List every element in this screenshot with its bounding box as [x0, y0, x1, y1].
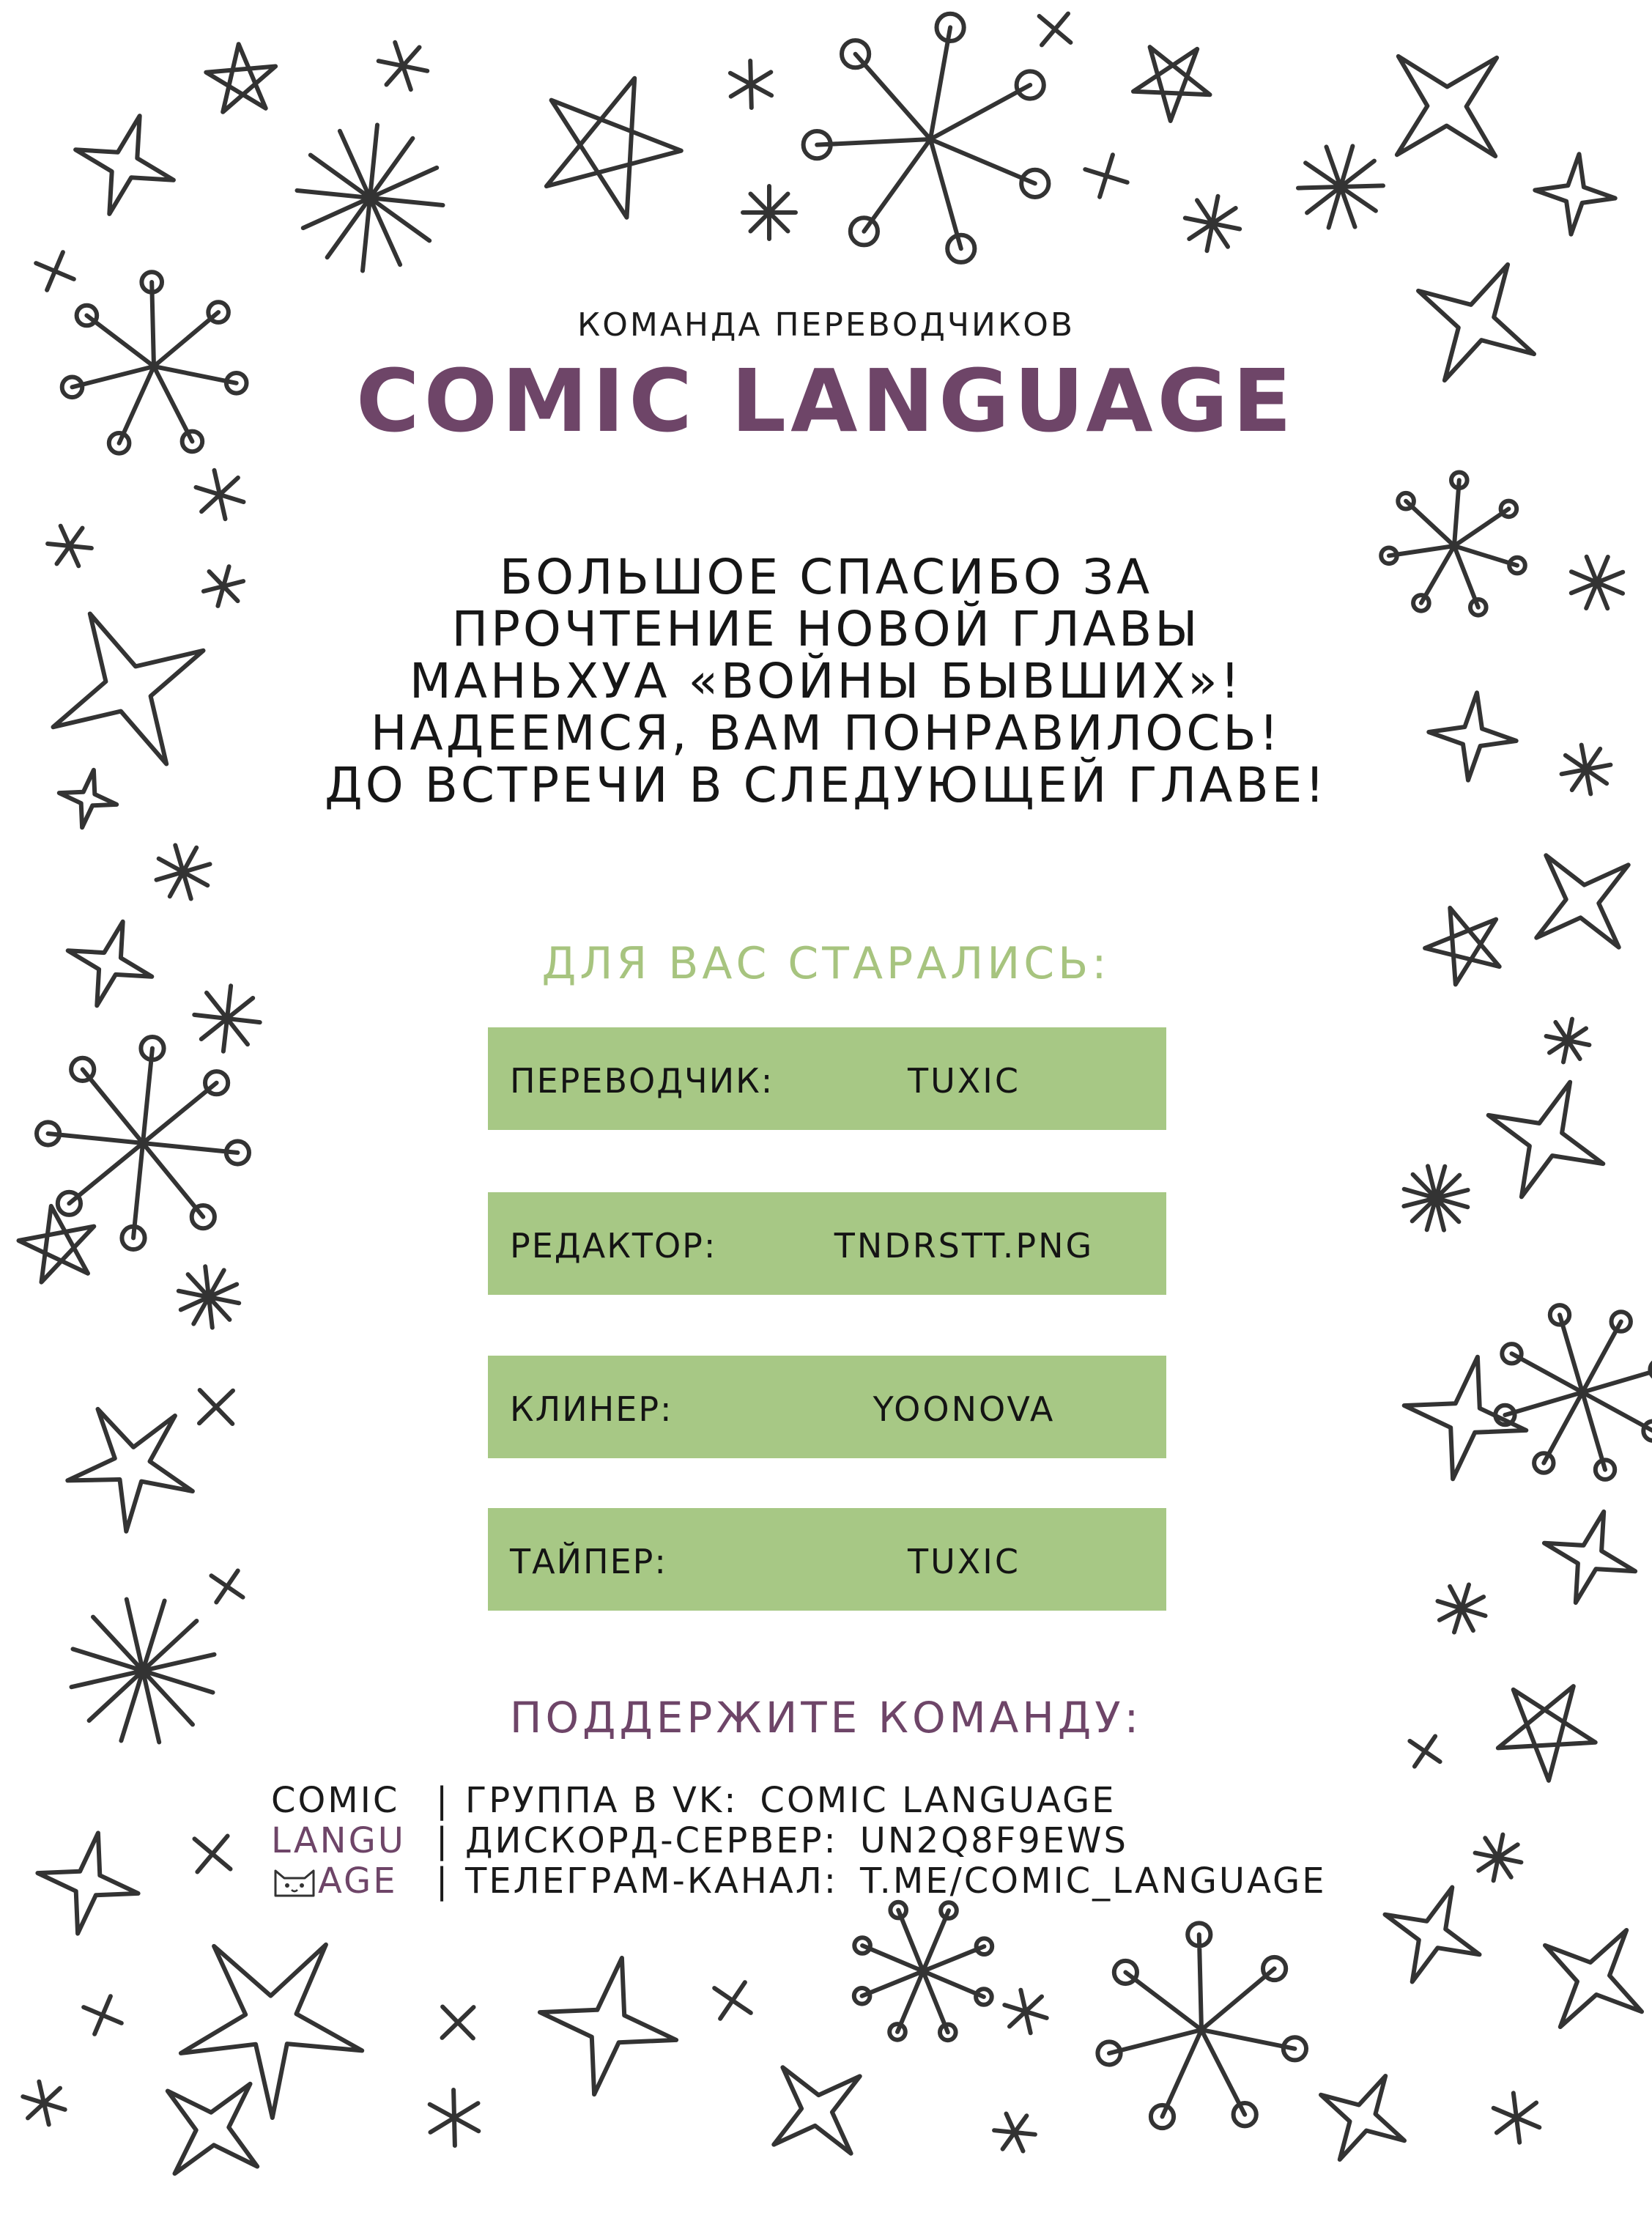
sparkle-doodle-icon: [48, 526, 92, 566]
sparkle-doodle-icon: [204, 566, 243, 606]
star-doodle-icon: [547, 78, 681, 218]
credit-name: YOONOVA: [873, 1389, 1056, 1429]
star-doodle-icon: [206, 44, 275, 112]
credit-name: TUXIC: [908, 1542, 1021, 1581]
message-line: БОЛЬШОЕ СПАСИБО ЗА: [499, 549, 1153, 605]
logo-line: COMIC: [271, 1780, 400, 1821]
sparkle-doodle-icon: [1085, 155, 1127, 196]
support-heading: ПОДДЕРЖИТЕ КОМАНДУ:: [509, 1693, 1143, 1743]
sparkle-doodle-icon: [199, 1390, 233, 1424]
star-doodle-icon: [19, 1206, 95, 1282]
sparkle-doodle-icon: [1547, 1019, 1590, 1063]
credit-editor: [488, 1192, 1166, 1295]
sparkle-doodle-icon: [379, 43, 428, 89]
star-doodle-icon: [1544, 1512, 1635, 1603]
cat-face-icon: [271, 1863, 318, 1897]
star-doodle-icon: [1536, 855, 1628, 947]
snowflake-doodle-icon: [37, 1037, 249, 1249]
star-doodle-icon: [1133, 47, 1210, 121]
star-doodle-icon: [67, 1409, 193, 1532]
team-logo: [271, 1781, 418, 1902]
star-doodle-icon: [1397, 56, 1497, 156]
star-doodle-icon: [1385, 1888, 1480, 1982]
link-label: ГРУППА В VK:: [465, 1780, 738, 1821]
link-label: ДИСКОРД-СЕРВЕР:: [465, 1820, 838, 1861]
link-vk[interactable]: | ГРУППА В VK: COMIC LANGUAGE: [436, 1780, 1116, 1821]
sparkle-doodle-icon: [84, 1996, 122, 2034]
crew-heading: ДЛЯ ВАС СТАРАЛИСЬ:: [541, 938, 1111, 989]
sparkle-doodle-icon: [297, 125, 443, 271]
sparkle-doodle-icon: [1404, 1166, 1467, 1230]
message-line: НАДЕЕМСЯ, ВАМ ПОНРАВИЛОСЬ!: [370, 705, 1282, 761]
thank-you-message: [249, 551, 1403, 811]
star-doodle-icon: [540, 1958, 676, 2094]
sparkle-doodle-icon: [23, 2082, 64, 2125]
sparkle-doodle-icon: [1040, 14, 1071, 45]
star-doodle-icon: [1535, 154, 1615, 234]
credit-name: TNDRSTT.PNG: [834, 1226, 1094, 1266]
sparkle-doodle-icon: [1562, 745, 1611, 794]
star-doodle-icon: [1545, 1930, 1642, 2027]
team-label: КОМАНДА ПЕРЕВОДЧИКОВ: [577, 306, 1075, 344]
credit-typer: [488, 1508, 1166, 1611]
sparkle-doodle-icon: [442, 2007, 474, 2039]
star-doodle-icon: [1429, 692, 1516, 780]
star-doodle-icon: [1321, 2076, 1404, 2160]
sparkle-doodle-icon: [157, 846, 210, 899]
star-doodle-icon: [37, 1833, 138, 1933]
sparkle-doodle-icon: [743, 186, 796, 239]
sparkle-doodle-icon: [994, 2114, 1035, 2151]
star-doodle-icon: [59, 770, 116, 827]
credit-role: ПЕРЕВОДЧИК:: [510, 1061, 774, 1101]
star-doodle-icon: [1489, 1082, 1604, 1197]
sparkle-doodle-icon: [1298, 146, 1383, 227]
link-discord[interactable]: | ДИСКОРД-СЕРВЕР: UN2Q8F9EWS: [436, 1820, 1129, 1861]
team-name: COMIC LANGUAGE: [355, 350, 1296, 451]
credit-cleaner: [488, 1356, 1166, 1458]
sparkle-doodle-icon: [1475, 1835, 1522, 1881]
star-doodle-icon: [181, 1945, 362, 2118]
link-value: UN2Q8F9EWS: [859, 1820, 1129, 1861]
sparkle-doodle-icon: [730, 61, 771, 108]
star-doodle-icon: [53, 614, 204, 764]
credit-name: TUXIC: [908, 1061, 1021, 1101]
snowflake-doodle-icon: [804, 14, 1049, 262]
sparkle-doodle-icon: [36, 252, 74, 290]
star-doodle-icon: [168, 2084, 257, 2173]
credit-role: КЛИНЕР:: [510, 1389, 673, 1429]
link-telegram[interactable]: | ТЕЛЕГРАМ-КАНАЛ: T.ME/COMIC_LANGUAGE: [436, 1861, 1327, 1902]
sparkle-doodle-icon: [194, 986, 259, 1051]
link-value: COMIC LANGUAGE: [760, 1780, 1116, 1821]
star-doodle-icon: [1404, 1357, 1527, 1479]
snowflake-doodle-icon: [854, 1902, 992, 2040]
sparkle-doodle-icon: [1571, 557, 1623, 608]
sparkle-doodle-icon: [430, 2090, 479, 2146]
message-line: МАНЬХУА «ВОЙНЫ БЫВШИХ»!: [409, 653, 1243, 709]
link-label: ТЕЛЕГРАМ-КАНАЛ:: [465, 1861, 838, 1902]
credit-role: ТАЙПЕР:: [510, 1542, 667, 1581]
message-line: ПРОЧТЕНИЕ НОВОЙ ГЛАВЫ: [451, 601, 1201, 657]
logo-line: LANGU: [271, 1820, 406, 1861]
sparkle-doodle-icon: [1185, 196, 1240, 251]
sparkle-doodle-icon: [1438, 1585, 1486, 1633]
sparkle-doodle-icon: [212, 1571, 243, 1603]
snowflake-doodle-icon: [1495, 1305, 1652, 1479]
credit-translator: [488, 1027, 1166, 1130]
link-value: T.ME/COMIC_LANGUAGE: [859, 1861, 1327, 1902]
sparkle-doodle-icon: [1494, 2093, 1540, 2142]
star-doodle-icon: [75, 116, 174, 214]
sparkle-doodle-icon: [1004, 1990, 1046, 2033]
snowflake-doodle-icon: [1097, 1923, 1306, 2128]
logo-line: AGE: [318, 1861, 398, 1902]
credit-role: РЕДАКТОР:: [510, 1226, 717, 1266]
sparkle-doodle-icon: [714, 1982, 751, 2019]
sparkle-doodle-icon: [179, 1266, 239, 1327]
sparkle-doodle-icon: [195, 1836, 231, 1872]
star-doodle-icon: [774, 2067, 859, 2153]
message-line: ДО ВСТРЕЧИ В СЛЕДУЮЩЕЙ ГЛАВЕ!: [325, 757, 1327, 813]
support-links: [436, 1781, 1381, 1902]
sparkle-doodle-icon: [196, 470, 244, 519]
